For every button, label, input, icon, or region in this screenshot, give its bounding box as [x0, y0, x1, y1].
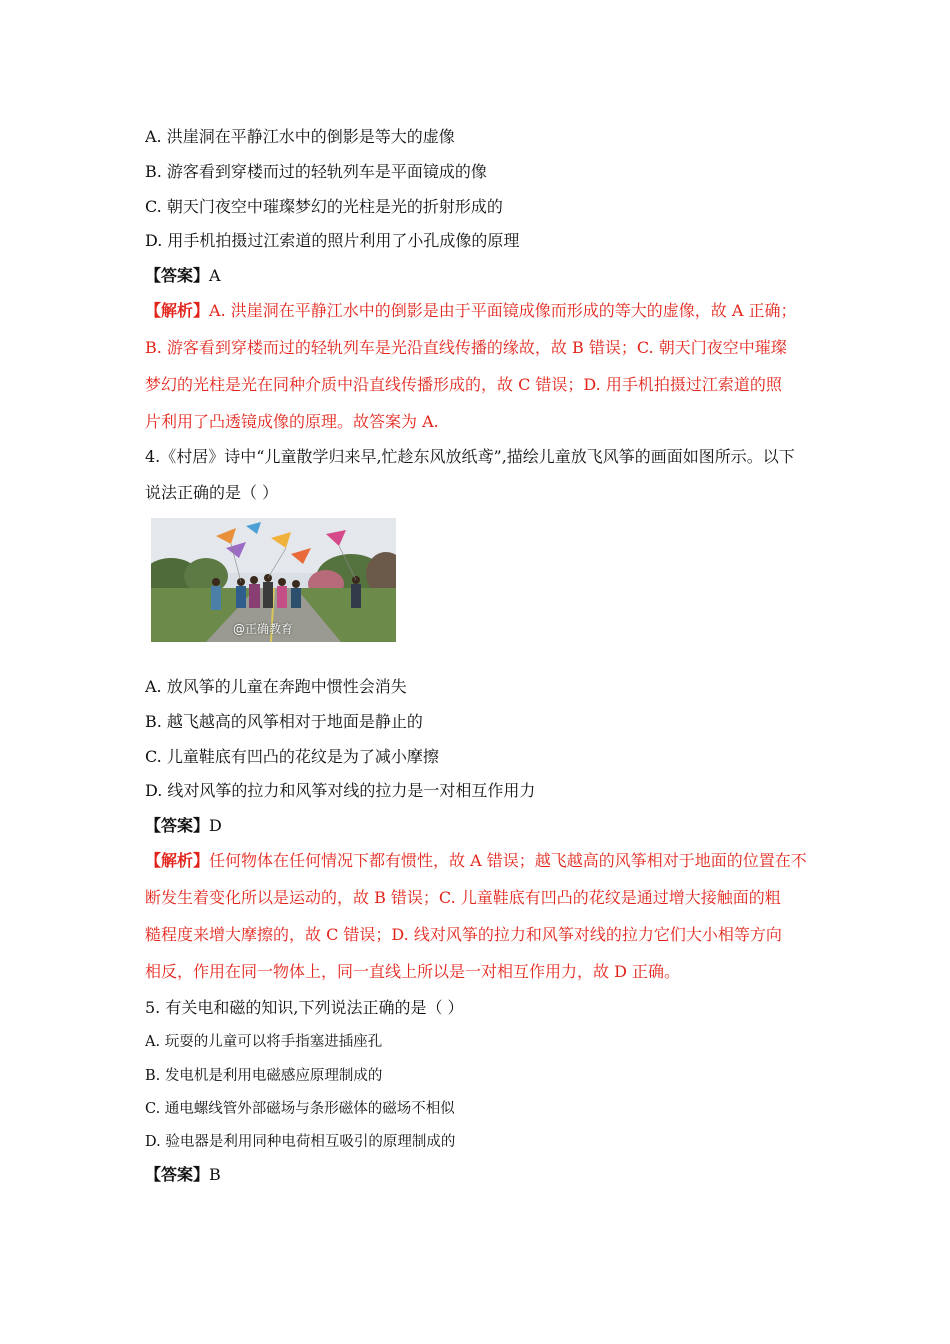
- q4-answer: [145, 816, 810, 836]
- q5-stem: 5. 有关电和磁的知识,下列说法正确的是（ ）: [145, 998, 464, 1017]
- q4-option-a: A. 放风筝的儿童在奔跑中惯性会消失: [145, 677, 407, 696]
- q3-answer-tag: 【答案】: [145, 266, 210, 285]
- q4-option-d: D. 线对风筝的拉力和风筝对线的拉力是一对相互作用力: [145, 781, 536, 800]
- q3-answer-value: A: [209, 266, 221, 285]
- q3-analysis-line-4: 片利用了凸透镜成像的原理。故答案为 A.: [145, 412, 439, 431]
- q3-answer: [145, 266, 810, 286]
- q5-option-c: C. 通电螺线管外部磁场与条形磁体的磁场不相似: [145, 1101, 455, 1117]
- q4-option-b: B. 越飞越高的风筝相对于地面是静止的: [145, 712, 423, 731]
- q3-option-a: A. 洪崖洞在平静江水中的倒影是等大的虚像: [145, 127, 455, 146]
- photo-watermark: @正确教育: [233, 622, 294, 636]
- q3-analysis-line-2: B. 游客看到穿楼而过的轻轨列车是光沿直线传播的缘故，故 B 错误；C. 朝天门夜空中璀璨: [145, 338, 787, 357]
- q4-analysis-text-1: 任何物体在任何情况下都有惯性，故 A 错误；越飞越高的风筝相对于地面的位置在不: [209, 851, 807, 870]
- q5-option-b: B. 发电机是利用电磁感应原理制成的: [145, 1068, 383, 1084]
- q4-analysis-line-1: [145, 851, 810, 871]
- q3-option-b: B. 游客看到穿楼而过的轻轨列车是平面镜成的像: [145, 162, 487, 181]
- q3-analysis-tag: 【解析】: [145, 301, 210, 320]
- q5-answer-tag: 【答案】: [145, 1165, 210, 1184]
- q4-option-c: C. 儿童鞋底有凹凸的花纹是为了减小摩擦: [145, 747, 439, 766]
- q3-analysis-text-1: A. 洪崖洞在平静江水中的倒影是由于平面镜成像而形成的等大的虚像，故 A 正确；: [209, 301, 797, 320]
- q4-answer-value: D: [209, 816, 222, 835]
- q4-analysis-line-2: 断发生着变化所以是运动的，故 B 错误；C. 儿童鞋底有凹凸的花纹是通过增大接触面的粗: [145, 888, 781, 907]
- q3-analysis-line-1: [145, 301, 810, 321]
- q4-stem-line-1: 4.《村居》诗中“儿童散学归来早,忙趁东风放纸鸢”,描绘儿童放飞风筝的画面如图所示。以下: [145, 447, 795, 466]
- q4-answer-tag: 【答案】: [145, 816, 210, 835]
- kite-flying-photo: [151, 518, 396, 642]
- q4-analysis-tag: 【解析】: [145, 851, 210, 870]
- q5-option-d: D. 验电器是利用同种电荷相互吸引的原理制成的: [145, 1134, 456, 1150]
- q5-option-a: A. 玩耍的儿童可以将手指塞进插座孔: [145, 1034, 383, 1050]
- q4-analysis-line-3: 糙程度来增大摩擦的，故 C 错误；D. 线对风筝的拉力和风筝对线的拉力它们大小相等方向: [145, 925, 782, 944]
- q3-analysis-line-3: 梦幻的光柱是光在同种介质中沿直线传播形成的，故 C 错误；D. 用手机拍摄过江索道的照: [145, 375, 782, 394]
- q4-stem-line-2: 说法正确的是（ ）: [145, 483, 279, 502]
- q4-analysis-line-4: 相反，作用在同一物体上，同一直线上所以是一对相互作用力，故 D 正确。: [145, 962, 681, 981]
- q3-option-d: D. 用手机拍摄过江索道的照片利用了小孔成像的原理: [145, 231, 520, 250]
- q3-option-c: C. 朝天门夜空中璀璨梦幻的光柱是光的折射形成的: [145, 197, 503, 216]
- q5-answer: [145, 1165, 810, 1185]
- q5-answer-value: B: [209, 1165, 221, 1184]
